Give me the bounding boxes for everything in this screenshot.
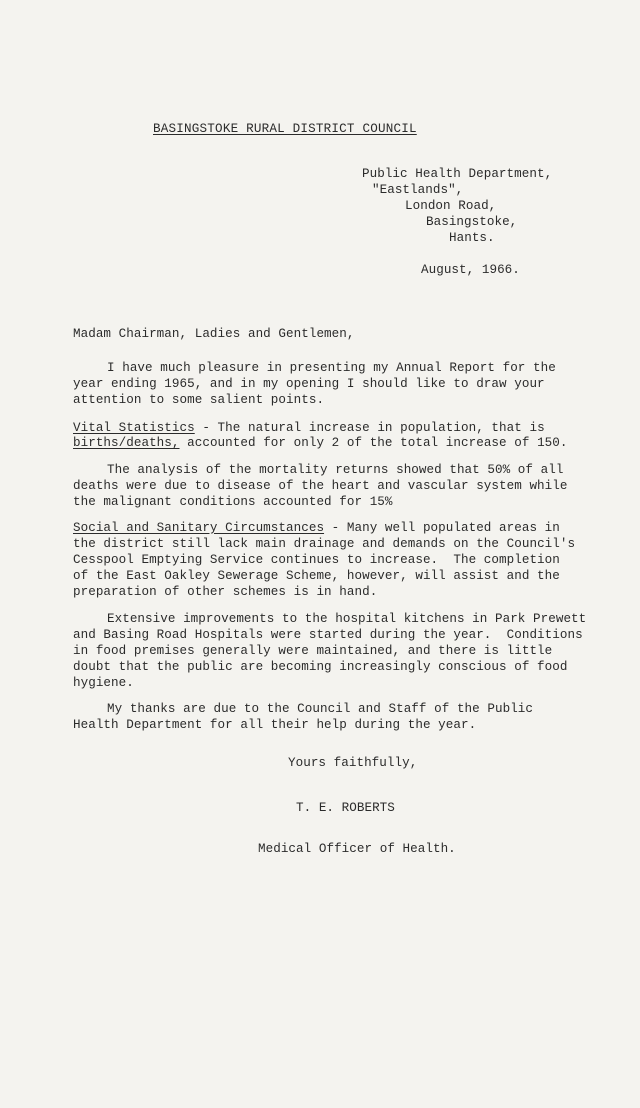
para5-line1: Extensive improvements to the hospital kitchens in Park Prewett [107,612,587,626]
para4-line1 [73,521,560,535]
para2-line2-text: accounted for only 2 of the total increase of 150. [179,436,568,450]
para2-line2 [73,436,568,450]
salutation: Madam Chairman, Ladies and Gentlemen, [73,327,355,341]
vital-statistics-heading: Vital Statistics [73,421,195,435]
para5-line3: in food premises generally were maintained, and there is little [73,644,553,658]
para4-line3: Cesspool Emptying Service continues to increase. The completion [73,553,560,567]
address-dept: Public Health Department, [362,167,553,181]
letter-date: August, 1966. [421,263,520,277]
para6-line1: My thanks are due to the Council and Staff of the Public [107,702,534,716]
address-county: Hants. [449,231,495,245]
signatory-title: Medical Officer of Health. [258,842,456,856]
para4-line4: of the East Oakley Sewerage Scheme, however, will assist and the [73,569,560,583]
births-deaths-text: births/deaths, [73,436,180,450]
address-road: London Road, [405,199,497,213]
para6-line2: Health Department for all their help during the year. [73,718,477,732]
social-sanitary-heading: Social and Sanitary Circumstances [73,521,325,535]
para5-line2: and Basing Road Hospitals were started during the year. Conditions [73,628,583,642]
address-town: Basingstoke, [426,215,518,229]
address-building: "Eastlands", [372,183,464,197]
para3-line2: deaths were due to disease of the heart and vascular system while [73,479,568,493]
para5-line4: doubt that the public are becoming increasingly conscious of food [73,660,568,674]
para2-line1-text: - The natural increase in population, that is [194,421,545,435]
para4-line2-text: and demands on the Council's [354,537,576,551]
council-heading: BASINGSTOKE RURAL DISTRICT COUNCIL [153,122,417,136]
para1-line3: attention to some salient points. [73,393,325,407]
para3-line1: The analysis of the mortality returns showed that 50% of all [107,463,564,477]
para4-line1-text: - Many well populated areas in [324,521,560,535]
para2-line1 [73,421,545,435]
para5-line5: hygiene. [73,676,134,690]
para3-line3: the malignant conditions accounted for 15% [73,495,393,509]
para1-line2: year ending 1965, and in my opening I should like to draw your [73,377,545,391]
signatory-name: T. E. ROBERTS [296,801,395,815]
para4-line2-start: the district still lack main drainage [73,537,355,551]
para4-line2 [73,537,575,551]
valediction: Yours faithfully, [288,756,418,770]
para1-line1: I have much pleasure in presenting my Annual Report for the [107,361,556,375]
para4-line5: preparation of other schemes is in hand. [73,585,378,599]
